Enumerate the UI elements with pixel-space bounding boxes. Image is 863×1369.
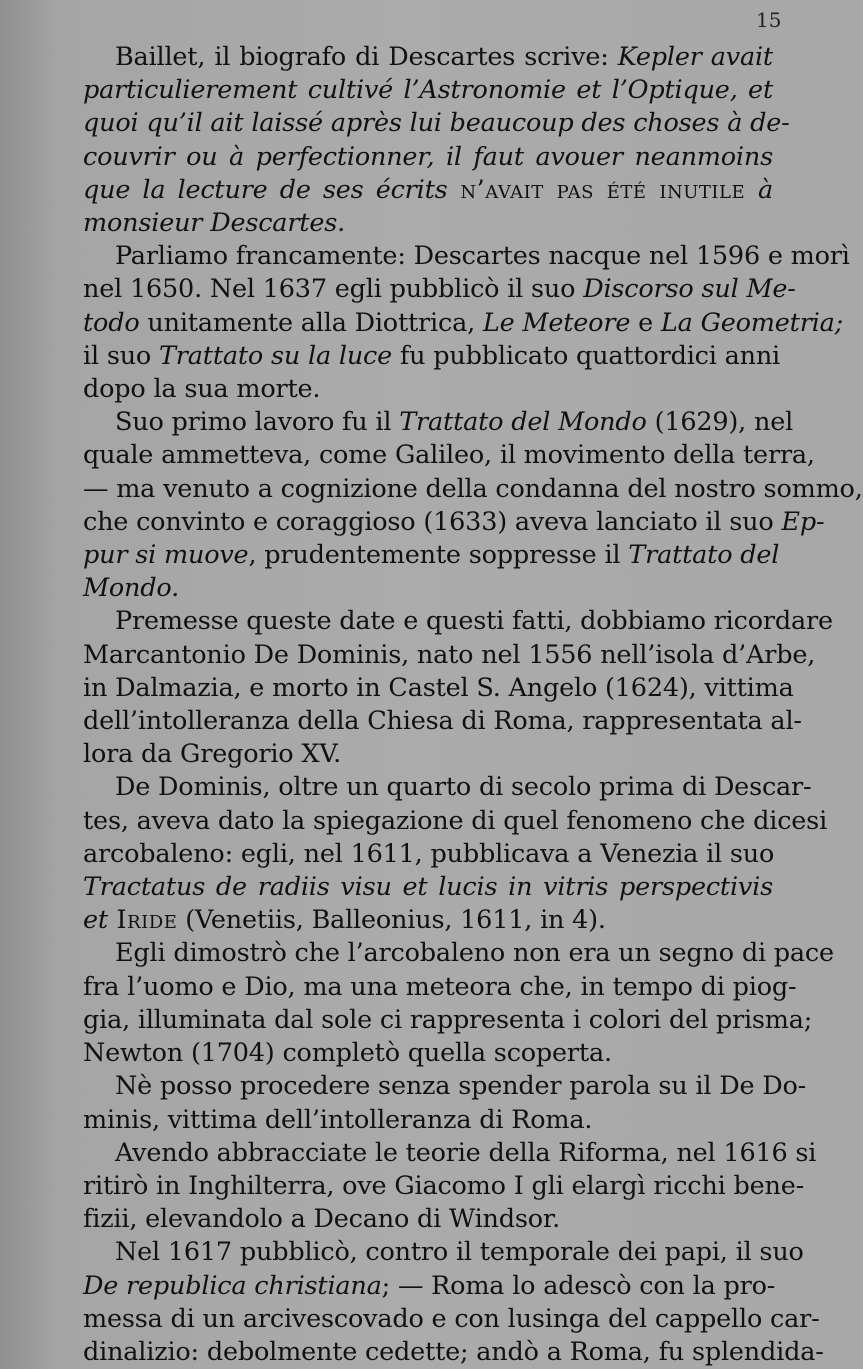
text-segment: Egli dimostrò che l’arcobaleno non era un segno di pace xyxy=(115,938,834,969)
text-segment: lora da Gregorio XV. xyxy=(83,739,341,770)
text-segment: fra l’uomo e Dio, ma una meteora che, in tempo di piog- xyxy=(83,971,797,1002)
text-segment: Suo primo lavoro fu il xyxy=(115,407,400,438)
text-line xyxy=(83,473,863,506)
text-line xyxy=(83,639,816,672)
text-line xyxy=(83,705,802,738)
italic-text: Trattato del xyxy=(628,540,780,571)
italic-text: monsieur Descartes. xyxy=(83,208,346,239)
text-line xyxy=(83,307,844,340)
small-caps-text: n’avait pas été inutile xyxy=(447,174,758,205)
italic-text: particulierement cultivé l’Astronomie et l’Optique, et xyxy=(83,75,773,106)
text-segment: De Dominis, oltre un quarto di secolo prima di Descar- xyxy=(115,772,812,803)
text-segment: Newton (1704) completò quella scoperta. xyxy=(83,1038,612,1069)
text-line xyxy=(83,373,773,406)
text-segment: dell’intolleranza della Chiesa di Roma, rappresentata al- xyxy=(83,706,802,737)
text-line xyxy=(83,406,794,439)
italic-text: et xyxy=(83,905,108,936)
text-segment: che convinto e coraggioso (1633) aveva lanciato il suo xyxy=(83,506,782,537)
text-line xyxy=(83,1303,820,1336)
italic-text: todo xyxy=(83,307,140,338)
page-number: 15 xyxy=(756,8,782,32)
text-segment: Parliamo francamente: Descartes nacque nel 1596 e morì xyxy=(115,241,850,272)
text-line xyxy=(83,971,797,1004)
text-line xyxy=(83,1037,773,1070)
italic-text: Mondo. xyxy=(83,573,180,604)
text-line xyxy=(83,1170,805,1203)
italic-text: Discorso sul Me- xyxy=(583,274,796,305)
text-line xyxy=(83,1070,807,1103)
italic-text: couvrir ou à perfectionner, il faut avouer neanmoins xyxy=(83,141,773,172)
text-line xyxy=(83,771,812,804)
italic-text: De republica christiana xyxy=(83,1270,382,1301)
italic-text: Ep- xyxy=(781,506,825,537)
text-line xyxy=(83,838,773,871)
italic-text: à xyxy=(757,174,773,205)
text-segment: gia, illuminata dal sole ci rappresenta i colori del prisma; xyxy=(83,1004,813,1035)
text-line xyxy=(83,904,773,937)
text-segment: messa di un arcivescovado e con lusinga del cappello car- xyxy=(83,1303,820,1334)
italic-text: Tractatus de radiis visu et lucis in vitris perspectivis xyxy=(83,872,773,903)
text-line xyxy=(83,871,773,904)
text-segment: dopo la sua morte. xyxy=(83,374,321,405)
text-segment: Baillet, il biografo di Descartes scrive: xyxy=(115,42,618,72)
italic-text: quoi qu’il ait laissé après lui beaucoup des choses à de- xyxy=(83,108,790,139)
text-line xyxy=(83,672,794,705)
text-segment: ritirò in Inghilterra, ove Giacomo I gli elargì ricchi bene- xyxy=(83,1170,805,1201)
text-line xyxy=(83,738,773,771)
text-line xyxy=(83,1236,804,1269)
italic-text: Kepler avait xyxy=(617,42,773,72)
text-line xyxy=(83,805,828,838)
body-text xyxy=(83,41,863,1369)
text-line xyxy=(83,141,773,174)
text-segment: Nè posso procedere senza spender parola su il De Do- xyxy=(115,1071,807,1102)
text-line xyxy=(83,1137,817,1170)
text-line xyxy=(83,41,773,74)
text-line xyxy=(83,340,781,373)
text-segment: tes, aveva dato la spiegazione di quel fenomeno che dicesi xyxy=(83,805,828,836)
text-segment: (Venetiis, Balleonius, 1611, in 4). xyxy=(177,905,606,936)
italic-text: Le Meteore xyxy=(482,307,631,338)
text-segment: nel 1650. Nel 1637 egli pubblicò il suo xyxy=(83,274,584,305)
text-segment: minis, vittima dell’intolleranza di Roma. xyxy=(83,1104,593,1135)
text-line xyxy=(83,572,773,605)
text-line xyxy=(83,1004,813,1037)
text-segment: Nel 1617 pubblicò, contro il temporale dei papi, il suo xyxy=(115,1237,804,1268)
text-line xyxy=(83,174,773,207)
text-segment: fizii, elevandolo a Decano di Windsor. xyxy=(83,1204,560,1235)
text-segment: Marcantonio De Dominis, nato nel 1556 nell’isola d’Arbe, xyxy=(83,639,816,670)
italic-text: Trattato su la luce xyxy=(158,340,393,371)
text-line xyxy=(83,937,834,970)
text-segment: e xyxy=(630,307,661,338)
text-segment: in Dalmazia, e morto in Castel S. Angelo (1624), vittima xyxy=(83,672,794,703)
italic-text: que la lecture de ses écrits xyxy=(83,174,448,205)
italic-text: pur si muove xyxy=(83,540,249,571)
small-caps-text: Iride xyxy=(107,905,178,936)
text-segment: dinalizio: debolmente cedette; andò a Roma, fu splendida- xyxy=(83,1336,824,1367)
text-segment: Avendo abbracciate le teorie della Riforma, nel 1616 si xyxy=(115,1137,817,1168)
text-segment: (1629), nel xyxy=(646,407,794,438)
text-line xyxy=(83,273,796,306)
text-line xyxy=(83,506,825,539)
italic-text: La Geometria; xyxy=(660,307,844,338)
text-segment: il suo xyxy=(83,340,159,371)
text-line xyxy=(83,74,773,107)
text-line xyxy=(83,240,850,273)
italic-text: Trattato del Mondo xyxy=(399,407,647,438)
text-line xyxy=(83,1336,824,1369)
text-line xyxy=(83,1270,776,1303)
text-line xyxy=(83,539,780,572)
text-line xyxy=(83,1203,773,1236)
text-segment: quale ammetteva, come Galileo, il movimento della terra, xyxy=(83,440,815,471)
text-segment: unitamente alla Diottrica, xyxy=(139,307,483,338)
text-line xyxy=(83,1104,773,1137)
text-line xyxy=(83,207,773,240)
text-line xyxy=(83,605,833,638)
text-line xyxy=(83,439,815,472)
text-segment: ; — Roma lo adescò con la pro- xyxy=(381,1270,776,1301)
text-line xyxy=(83,107,790,140)
text-segment: fu pubblicato quattordici anni xyxy=(392,340,781,371)
text-segment: — ma venuto a cognizione della condanna del nostro sommo, xyxy=(83,473,863,504)
text-segment: arcobaleno: egli, nel 1611, pubblicava a Venezia il suo xyxy=(83,838,775,869)
text-segment: Premesse queste date e questi fatti, dobbiamo ricordare xyxy=(115,606,833,637)
text-segment: , prudentemente soppresse il xyxy=(248,540,629,571)
